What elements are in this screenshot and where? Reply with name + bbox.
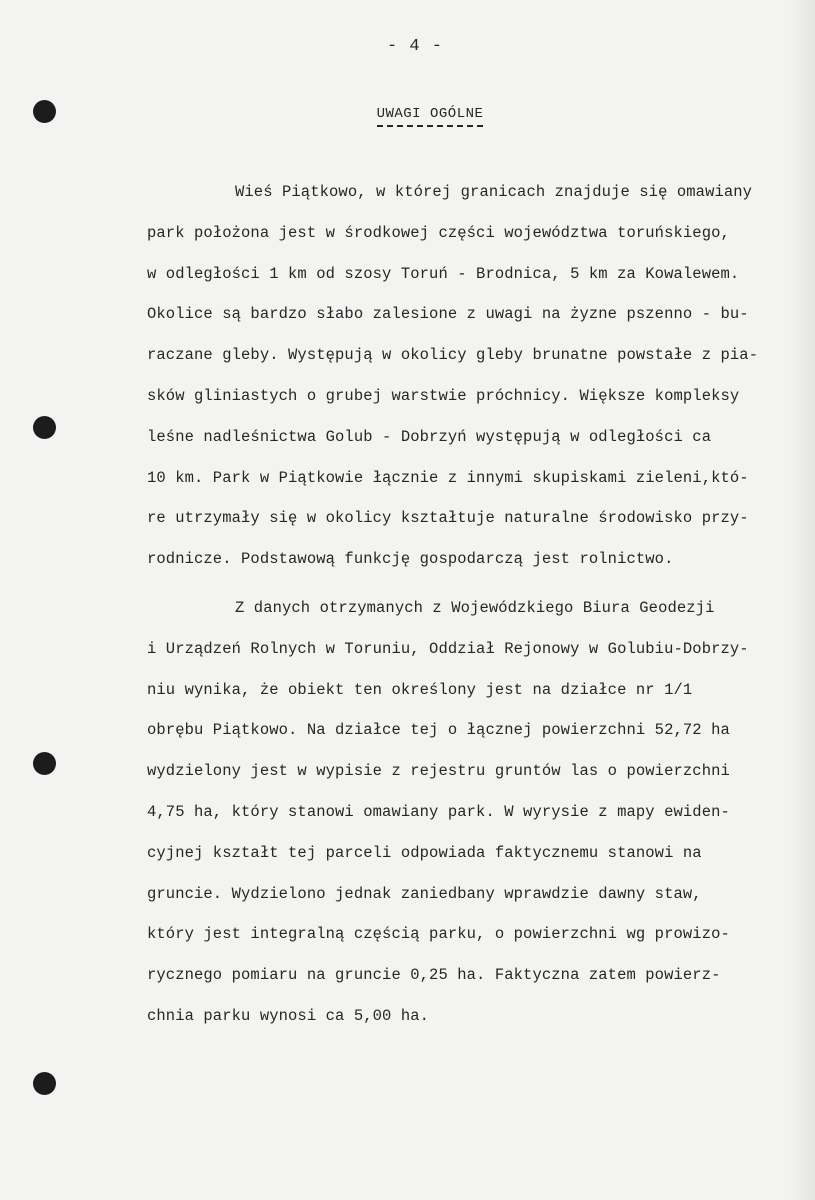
text-line: rodnicze. Podstawową funkcję gospodarczą jest rolnictwo. [147, 550, 674, 569]
text-line: 4,75 ha, który stanowi omawiany park. W wyrysie z mapy ewiden- [147, 802, 730, 821]
heading-container [0, 104, 815, 127]
text-line: 10 km. Park w Piątkowie łącznie z innymi skupiskami zieleni,któ- [147, 468, 749, 487]
text-line: i Urządzeń Rolnych w Toruniu, Oddział Rejonowy w Golubiu-Dobrzy- [147, 639, 749, 658]
paragraph [147, 172, 787, 580]
text-line: niu wynika, że obiekt ten określony jest na działce nr 1/1 [147, 680, 693, 699]
section-heading: UWAGI OGÓLNE [377, 106, 484, 127]
page-number: - 4 - [386, 37, 443, 56]
body-text [147, 172, 787, 1045]
text-line: Okolice są bardzo słabo zalesione z uwagi na żyzne pszenno - bu- [147, 305, 749, 324]
paragraph [147, 588, 787, 1037]
text-line: obrębu Piątkowo. Na działce tej o łącznej powierzchni 52,72 ha [147, 721, 730, 740]
text-line: raczane gleby. Występują w okolicy gleby brunatne powstałe z pia- [147, 346, 759, 365]
text-line: park położona jest w środkowej części województwa toruńskiego, [147, 223, 730, 242]
text-line: gruncie. Wydzielono jednak zaniedbany wprawdzie dawny staw, [147, 884, 702, 903]
punch-hole [33, 752, 56, 775]
text-line: chnia parku wynosi ca 5,00 ha. [147, 1006, 430, 1025]
text-line: w odległości 1 km od szosy Toruń - Brodnica, 5 km za Kowalewem. [147, 264, 740, 283]
punch-hole [33, 416, 56, 439]
text-line: który jest integralną częścią parku, o powierzchni wg prowizo- [147, 925, 730, 944]
punch-hole [33, 1072, 56, 1095]
text-line: Z danych otrzymanych z Wojewódzkiego Biura Geodezji [235, 598, 715, 617]
text-line: wydzielony jest w wypisie z rejestru gruntów las o powierzchni [147, 762, 730, 781]
text-line: rycznego pomiaru na gruncie 0,25 ha. Faktyczna zatem powierz- [147, 966, 721, 985]
text-line: leśne nadleśnictwa Golub - Dobrzyń występują w odległości ca [147, 427, 712, 446]
text-line: re utrzymały się w okolicy kształtuje naturalne środowisko przy- [147, 509, 749, 528]
text-line: cyjnej kształt tej parceli odpowiada faktycznemu stanowi na [147, 843, 702, 862]
text-line: Wieś Piątkowo, w której granicach znajduje się omawiany [235, 183, 753, 201]
text-line: sków gliniastych o grubej warstwie próchnicy. Większe kompleksy [147, 386, 740, 405]
